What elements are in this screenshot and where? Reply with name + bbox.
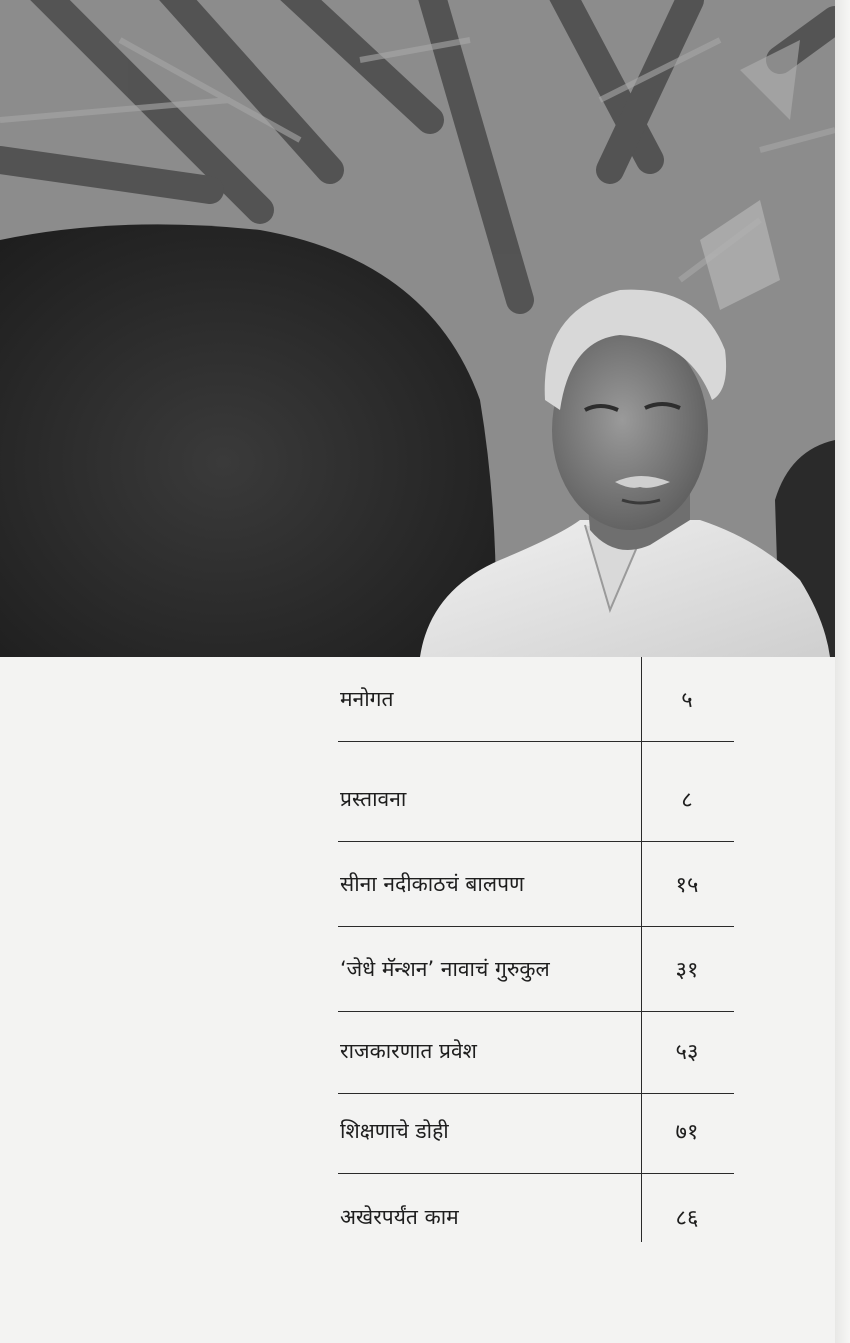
toc-entry-page: ५३ <box>675 1040 699 1065</box>
toc-entry-page: ३१ <box>675 958 699 983</box>
toc-entry[interactable] <box>338 927 734 1012</box>
toc-entry[interactable] <box>338 1175 734 1259</box>
table-of-contents <box>0 657 850 1257</box>
toc-entry-page: ८ <box>681 788 693 813</box>
toc-entry-title: मनोगत <box>340 687 394 711</box>
toc-entry[interactable] <box>338 657 734 742</box>
portrait-illustration <box>0 0 835 657</box>
toc-entry[interactable] <box>338 842 734 927</box>
toc-entry-page: ७१ <box>675 1120 699 1145</box>
toc-entry-page: ५ <box>681 688 693 713</box>
toc-entry-title: राजकारणात प्रवेश <box>340 1039 477 1063</box>
toc-entry-title: ‘जेधे मॅन्शन’ नावाचं गुरुकुल <box>340 957 550 981</box>
toc-entry-title: अखेरपर्यंत काम <box>340 1205 459 1229</box>
toc-entry-page: १५ <box>675 873 699 898</box>
toc-entry[interactable] <box>338 1009 734 1094</box>
portrait-photo <box>0 0 835 657</box>
toc-entry-title: सीना नदीकाठचं बालपण <box>340 872 525 896</box>
toc-entry[interactable] <box>338 1089 734 1174</box>
toc-entry-title: शिक्षणाचे डोही <box>340 1119 449 1143</box>
toc-entry[interactable] <box>338 757 734 842</box>
toc-entry-title: प्रस्तावना <box>340 787 407 811</box>
toc-entry-page: ८६ <box>675 1206 699 1231</box>
